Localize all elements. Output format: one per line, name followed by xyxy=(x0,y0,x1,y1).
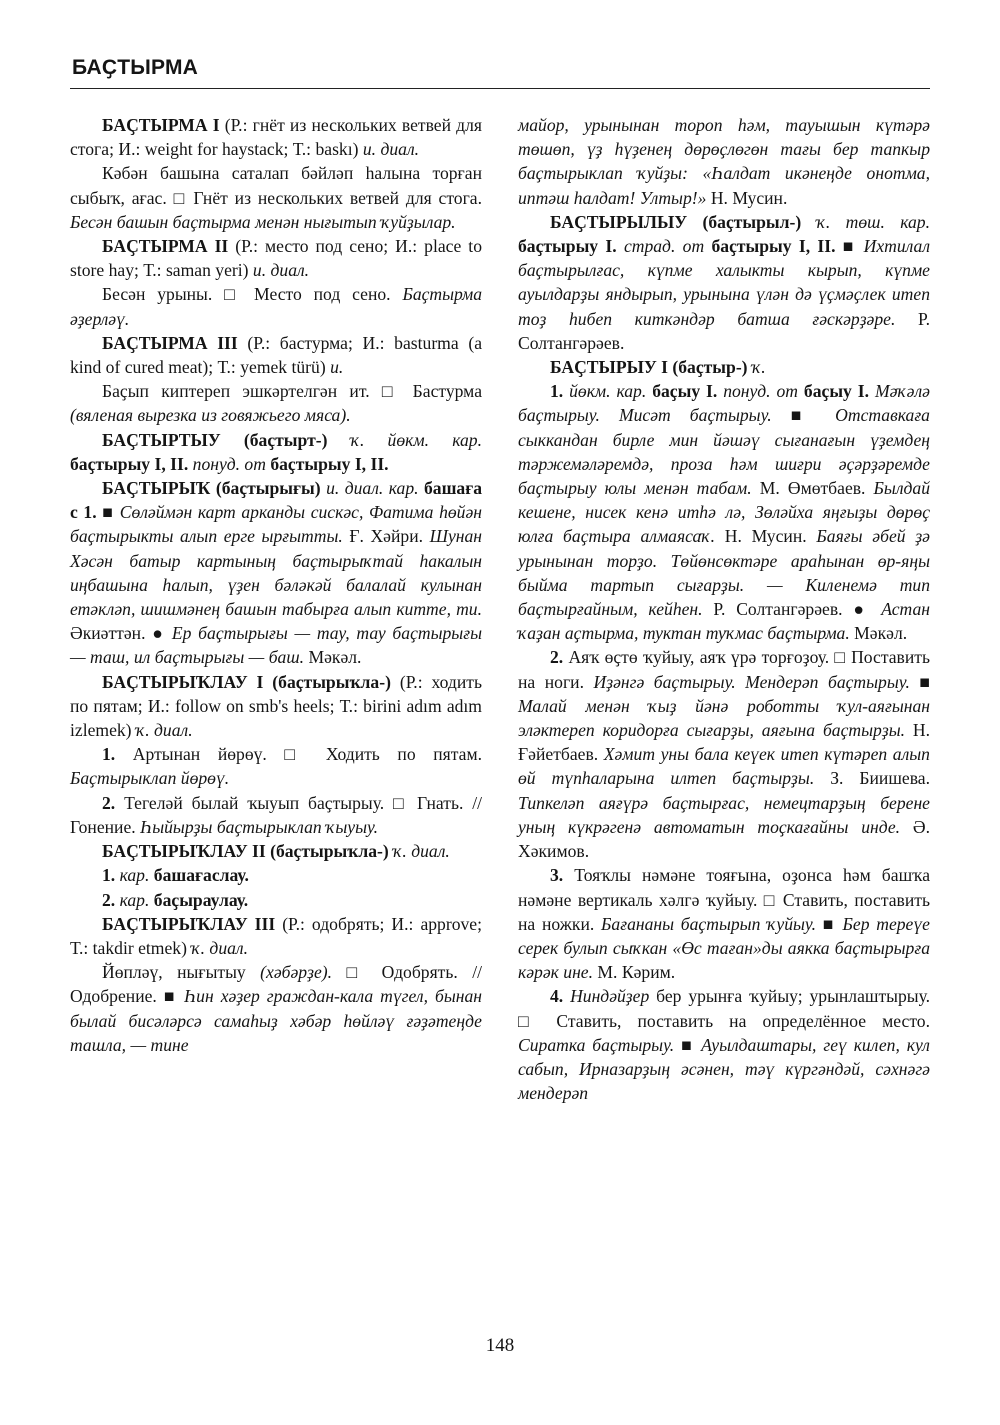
body-text: Бесән урыны. □ Место под сено. xyxy=(102,284,403,305)
headword-text: 3. xyxy=(550,865,575,886)
body-text: Мәкәл. xyxy=(304,647,362,668)
italic-text: Ауылдаштары, геү килеп, кул сабып, Ирназарҙың әсәнен, тәү күргәндәй, сәхнәгә мендерәп xyxy=(518,1034,930,1104)
italic-text: ҡ. диал. xyxy=(191,937,248,958)
body-text: З. Биишева. xyxy=(814,768,930,789)
italic-text: Һыйырҙы баҫтырыклап ҡыуыу. xyxy=(140,816,379,837)
dictionary-paragraph xyxy=(70,331,482,379)
dictionary-paragraph xyxy=(70,670,482,743)
headword-text: 2. xyxy=(102,792,125,813)
italic-text: понуд. от xyxy=(723,381,798,402)
dictionary-paragraph xyxy=(70,863,482,887)
dictionary-paragraph xyxy=(70,912,482,960)
headword-text: БАҪТЫРЫҠЛАУ II (баҫтырыҡла-) xyxy=(102,841,389,862)
body-text: ■ xyxy=(835,236,864,257)
body-text: □ Одобрять. // Одобрение. ■ xyxy=(70,962,482,1007)
italic-text: (хәбәрҙе). xyxy=(260,962,333,983)
body-text: Р. Солтангәрәев. xyxy=(518,308,930,353)
italic-text: майор, урынынан тороп һәм, тауышын күтәрә төшөп, үҙ һүҙенең дөрөҫлөгөн тағы бер тапкыр баҫтырыклап ҡуйҙы: «Һалдат икәнеңде онотма, иптәш һалдат! Ултыр!» xyxy=(518,115,930,208)
italic-text: Баҫтырма әҙерләү. xyxy=(70,284,482,329)
headword-text: БАҪТЫРЫҠЛАУ I (баҫтырыҡла-) xyxy=(102,671,391,692)
italic-text: и. xyxy=(330,357,344,378)
dictionary-paragraph xyxy=(518,379,930,645)
body-text: (Р.: одобрять; И.: approve; Т.: takdir etmek) xyxy=(70,913,482,958)
headword-text: БАҪТЫРМА II xyxy=(102,236,229,257)
italic-text: Бесән башын баҫтырма менән нығытып ҡуйҙылар. xyxy=(70,211,456,232)
dictionary-paragraph xyxy=(70,113,482,161)
dictionary-paragraph xyxy=(518,113,930,210)
dictionary-paragraph xyxy=(70,476,482,670)
body-text: Мәкәл. xyxy=(849,623,908,644)
italic-text: Ниндәйҙер xyxy=(570,986,650,1007)
italic-text: и. диал. кар. xyxy=(326,478,419,499)
italic-text: Һин хәҙер граждан-кала түгел, бынан былай бисәләрсә самаһыҙ хәбәр һөйләү ғәҙәтеңде ташла, — тине xyxy=(70,986,483,1055)
italic-text: понуд. от xyxy=(192,453,266,474)
body-text: Тегеләй былай ҡыуып баҫтырыу. □ Гнать. // Гонение. xyxy=(70,792,483,837)
body-text: Тояҡлы нәмәне тояғына, оҙонса һәм башҡа нәмәне вертикаль хәлгә ҡуйыу. □ Ставить, поставить на ножки. xyxy=(518,865,931,934)
italic-text: (вяленая вырезка из говяжьего мяса). xyxy=(70,405,351,426)
body-text: Әкиәттән. ● xyxy=(70,623,172,644)
dictionary-paragraph xyxy=(70,428,482,476)
italic-text: Сөләймән карт арканды сискәс, Фатима һөйән баҫтырыкты алып ерге ырғытты. xyxy=(70,502,482,547)
body-text: Баҫып киптереп эшкәртелгән ит. □ Бастурма xyxy=(102,381,482,402)
headword-text: БАҪТЫРМА III xyxy=(102,332,238,353)
body-text: Аяҡ өҫтө ҡуйыу, аяҡ үрә торғоҙоу. □ Поставить на ноги. xyxy=(518,647,930,692)
headword-text: баҫыу I. xyxy=(652,381,718,402)
dictionary-paragraph xyxy=(518,355,930,379)
italic-text: ҡ. диал. xyxy=(393,841,450,862)
italic-text: и. диал. xyxy=(252,260,310,281)
headword-text: 1. xyxy=(102,744,133,765)
headword-text: баҫыраулау. xyxy=(153,889,249,910)
headword-text: башаға с 1. xyxy=(70,478,482,523)
body-text: Кәбән башына саталап бәйләп һалына торған сыбыҡ, ағас. □ Гнёт из нескольких ветвей для стога. xyxy=(70,163,482,208)
body-text: (Р.: ходить по пятам; И.: follow on smb's heels; Т.: birini adım adım izlemek) xyxy=(70,671,482,741)
headword-text: баҫыу I. xyxy=(803,381,870,402)
dictionary-paragraph xyxy=(518,645,930,863)
body-text: М. Кәрим. xyxy=(593,962,676,983)
headword-text: БАҪТЫРЫУ I (баҫтыр-) xyxy=(550,357,748,378)
italic-text: Ихтилал баҫтырылғас, күпме халыкты кырып, күпме ауылдарҙы яндырып, урынына үлән дә үҫмәҫлек итеп тоҙ һибеп киткәндәр батша ғәскәрҙәре. xyxy=(518,236,930,329)
body-text: бер урынға ҡуйыу; урынлаштырыу. □ Ставить, поставить на определённое место. xyxy=(518,986,931,1031)
body-text: Н. Ғәйетбаев. xyxy=(518,720,930,765)
italic-text: Шунан Хәсән батыр картының баҫтырыҡтай һакалын иңбашына һалып, үҙен бәләкәй балалай кулынан етәкләп, шишмәнең башын табырға алып китте, ти. xyxy=(70,526,483,620)
dictionary-paragraph xyxy=(70,234,482,282)
italic-text: Мәҡәлә баҫтырыу. Мисәт баҫтырыу. xyxy=(518,381,930,426)
italic-text: ҡ. йөкм. кар. xyxy=(350,429,482,450)
italic-text: Сиратка баҫтырыу. xyxy=(518,1034,675,1055)
italic-text: и. диал. xyxy=(362,139,420,160)
headword-text: БАҪТЫРТЫУ (баҫтырт-) xyxy=(102,429,328,450)
body-text: Артынан йөрөү. □ Ходить по пятам. xyxy=(132,744,482,765)
italic-text: Бер тереүе серек булып сыҡкан «Өс таған»ды аякка баҫтырырға кәрәк ине. xyxy=(518,913,930,983)
page-number: 148 xyxy=(485,1335,515,1356)
italic-text: Баяғы әбей ҙә урынынан торҙо. Төйөнсөктәре араһынан өр-яңы быйма тартып сығарҙы. — Киленемә тип баҫтырғайным, кейһен. xyxy=(518,526,930,620)
italic-text: кар. xyxy=(119,865,150,886)
headword-text: башағаслау. xyxy=(153,865,249,886)
italic-text: ҡ. диал. xyxy=(135,720,193,741)
body-text: ■ xyxy=(96,502,120,523)
headword-text: 2. xyxy=(550,647,569,668)
body-text: Р. Солтангәрәев. ● xyxy=(702,599,882,620)
italic-text: ҡ. xyxy=(751,357,766,378)
body-text xyxy=(801,212,816,232)
body-text xyxy=(327,430,350,450)
body-text: Ә. Хәкимов. xyxy=(518,816,930,862)
body-text: М. Өмөтбаев. xyxy=(751,478,874,499)
italic-text: ҡ. төш. кар. xyxy=(816,211,930,232)
body-text: Н. Мусин. xyxy=(706,187,788,208)
dictionary-paragraph xyxy=(70,791,482,839)
italic-text: Хәмит уны бала кеүек итеп күтәреп алып өй түпһаларына илтеп баҫтырҙы. xyxy=(518,744,930,789)
headword-text: 2. xyxy=(102,889,120,910)
headword-text: БАҪТЫРЫЛЫУ (баҫтырыл-) xyxy=(550,211,802,232)
dictionary-paragraph xyxy=(518,863,930,984)
italic-text: Астан ҡаҙан аҫтырма, туктан туҡмас баҫтырма. xyxy=(518,599,930,644)
body-text: ■ xyxy=(816,913,843,934)
body-text: (Р.: гнёт из нескольких ветвей для стога; И.: weight for haystack; Т.: baskı) xyxy=(70,115,482,160)
body-text: (Р.: место под сено; И.: place to store hay; Т.: saman yeri) xyxy=(70,236,482,281)
italic-text: Иҙәнгә баҫтырыу. Мендерәп баҫтырыу. xyxy=(593,671,910,692)
headword-text: баҫтырыу I, II. xyxy=(270,453,389,474)
italic-text: Былдай кешене, нисек кенә итһә лә, Зөләйха яңғыҙы дөрөҫ юлға баҫтыра алмаясаҡ. xyxy=(518,478,931,547)
dictionary-paragraph xyxy=(518,984,930,1105)
dictionary-paragraph xyxy=(70,960,482,1057)
body-text: Йөпләү, нығытыу xyxy=(102,962,261,983)
running-head: БАҪТЫРМА xyxy=(72,56,199,79)
headword-text: БАҪТЫРМА I xyxy=(102,115,220,135)
italic-text: Типкеләп аяғүрә баҫтырғас, немецтарҙың берене уның күкрәгенә автоматын тоҫкағайны инде. xyxy=(518,792,930,837)
italic-text: Ер баҫтырығы — тау, тау баҫтырығы — таш, ил баҫтырығы — баш. xyxy=(70,623,482,668)
italic-text: Бағананы баҫтырып ҡуйыу. xyxy=(601,913,817,934)
dictionary-paragraph xyxy=(70,742,482,790)
left-column xyxy=(70,113,482,1057)
right-column xyxy=(518,113,930,1105)
italic-text: кар. xyxy=(119,889,150,910)
italic-text: Отставкаға сыккандан бирле мин йәшәү сығанағын үҙемдең тәржемәләремдә, проза һәм шиғри әҫәрҙәремде баҫтырыу юлы менән табам. xyxy=(518,405,930,499)
headword-text: 4. xyxy=(550,986,571,1007)
body-text: (Р.: бастурма; И.: basturma (a kind of cured meat); Т.: yemek türü) xyxy=(70,332,483,378)
italic-text: йөкм. кар. xyxy=(569,381,647,402)
dictionary-paragraph xyxy=(70,888,482,912)
dictionary-paragraph xyxy=(70,282,482,330)
headword-text: 1. xyxy=(102,865,120,886)
headword-text: баҫтырыу I, II. xyxy=(70,453,189,474)
dictionary-paragraph xyxy=(70,379,482,427)
dictionary-paragraph xyxy=(518,210,930,355)
body-text: Н. Мусин. xyxy=(714,526,817,547)
headword-text: баҫтырыу I. xyxy=(518,236,617,257)
italic-text: Баҫтырыклап йөрөү. xyxy=(70,768,230,789)
body-text: ■ xyxy=(674,1034,702,1055)
italic-text: Малай менән ҡыҙ йәнә роботты ҡул-аяғынан эләктереп коридорға сығарҙы, аяғына баҫтырҙы. xyxy=(518,695,930,741)
body-text: ■ xyxy=(909,671,930,692)
dictionary-paragraph xyxy=(70,161,482,234)
header-rule xyxy=(70,88,930,89)
headword-text: БАҪТЫРЫҠ (баҫтырығы) xyxy=(102,478,321,499)
body-text: Ғ. Хәйри. xyxy=(342,526,430,547)
body-text: ■ xyxy=(771,405,836,426)
headword-text: 1. xyxy=(550,381,570,402)
body-text xyxy=(617,236,624,256)
dictionary-paragraph xyxy=(70,839,482,863)
italic-text: страд. от xyxy=(623,236,705,257)
headword-text: баҫтырыу I, II. xyxy=(711,236,836,257)
headword-text: БАҪТЫРЫҠЛАУ III xyxy=(102,913,276,934)
